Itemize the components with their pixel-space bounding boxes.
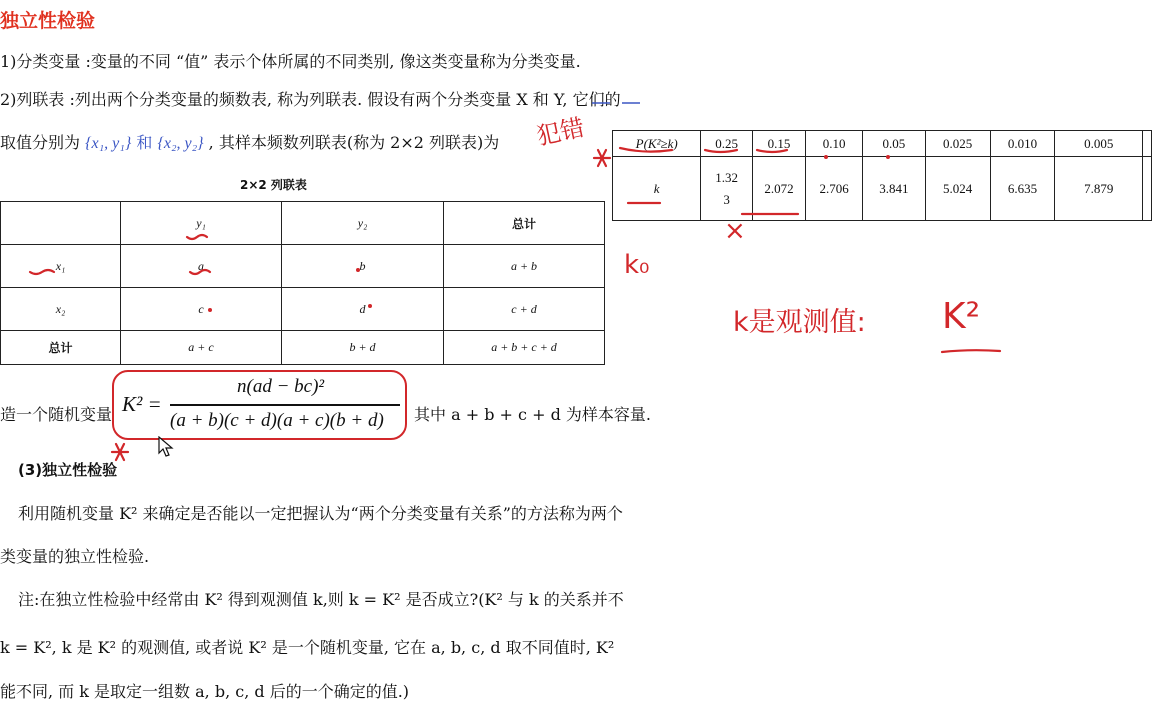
dot-mark xyxy=(886,155,890,159)
text-line-3-prefix: 取值分别为 xyxy=(0,133,81,152)
dot-mark xyxy=(824,155,828,159)
underline-0-15 xyxy=(757,150,787,152)
header-cell-y2: y₂ xyxy=(282,202,444,245)
text-line-9: k = K², k 是 K² 的观测值, 或者说 K² 是一个随机变量, 它在 a, b, c, d 取不同值时, K² xyxy=(0,638,615,657)
k-value-cell: 6.635 xyxy=(990,157,1054,221)
squiggle-x1 xyxy=(30,270,54,274)
row-label-x1: x₁ xyxy=(1,245,121,288)
value-set-2: {x₂, y₂} xyxy=(157,135,204,152)
k-value-cell: 5.024 xyxy=(925,157,990,221)
cell-b-plus-d: b + d xyxy=(282,331,444,365)
cell-d: d xyxy=(282,288,444,331)
k-value-cell: 7.879 xyxy=(1055,157,1143,221)
p-value-cell: 0.005 xyxy=(1055,131,1143,157)
p-value-cell: 0.010 xyxy=(990,131,1054,157)
underline-0-25 xyxy=(705,150,737,152)
star-mark xyxy=(112,444,128,460)
p-value-cell: 0.05 xyxy=(863,131,925,157)
k-value-cell: 3.841 xyxy=(863,157,925,221)
contingency-caption: 2×2 列联表 xyxy=(240,178,307,192)
section-heading-3: (3)独立性检验 xyxy=(18,461,118,479)
handwritten-k0: k₀ xyxy=(624,250,650,280)
star-mark xyxy=(594,150,610,166)
text-line-7: 类变量的独立性检验. xyxy=(0,547,150,566)
p-row-label: P(K²≥k) xyxy=(613,131,701,157)
text-line-2: 2)列联表 :列出两个分类变量的频数表, 称为列联表. 假设有两个分类变量 X 和 Y, 它们的 xyxy=(0,90,621,109)
k-row-label: k xyxy=(613,157,701,221)
underline-k-squared xyxy=(942,350,1000,352)
k-value-cell: 2.072 xyxy=(752,157,805,221)
cell-b: b xyxy=(282,245,444,288)
dot-mark xyxy=(208,308,212,312)
text-line-4-prefix: 造一个随机变量 xyxy=(0,405,113,424)
p-value-cell: 0.10 xyxy=(806,131,863,157)
handwritten-k-squared: K² xyxy=(942,296,981,337)
page-title: 独立性检验 xyxy=(0,10,96,32)
squiggle-a xyxy=(190,270,210,274)
k-value-cell: 2.706 xyxy=(806,157,863,221)
cell-a-plus-c: a + c xyxy=(121,331,282,365)
cell-c-plus-d: c + d xyxy=(444,288,605,331)
text-line-4-suffix: 其中 a + b + c + d 为样本容量. xyxy=(414,405,651,424)
underline-p-label xyxy=(620,148,672,152)
mouse-cursor-icon xyxy=(158,436,174,458)
value-set-and: 和 xyxy=(136,133,153,152)
p-value-cell: 0.15 xyxy=(752,131,805,157)
squiggle-y1 xyxy=(187,235,207,239)
handwritten-cross: × xyxy=(724,216,746,246)
text-line-3-suffix: , 其样本频数列联表(称为 2×2 列联表)为 xyxy=(208,133,500,152)
formula-numerator: n(ad − bc)² xyxy=(237,376,325,397)
header-cell-total: 总计 xyxy=(444,202,605,245)
p-value-cell: 0.25 xyxy=(701,131,753,157)
p-value-cell: 0.025 xyxy=(925,131,990,157)
header-cell-y1: y₁ xyxy=(121,202,282,245)
text-line-8: 注:在独立性检验中经常由 K² 得到观测值 k,则 k = K² 是否成立?(K² 与 k 的关系并不 xyxy=(18,590,624,609)
row-label-x2: x₂ xyxy=(1,288,121,331)
cell-a: a xyxy=(121,245,282,288)
handwritten-observed-value-note: k是观测值: xyxy=(733,307,866,338)
cell-grand-total: a + b + c + d xyxy=(444,331,605,365)
dot-mark xyxy=(356,268,360,272)
text-line-1: 1)分类变量 :变量的不同 “值” 表示个体所属的不同类别, 像这类变量称为分类变量. xyxy=(0,52,581,71)
cell-c: c xyxy=(121,288,282,331)
k-value-cell: 1.323 xyxy=(701,157,753,221)
formula-lhs: K² = xyxy=(122,392,162,416)
text-line-10: 能不同, 而 k 是取定一组数 a, b, c, d 后的一个确定的值.) xyxy=(0,682,410,701)
formula-denominator: (a + b)(c + d)(a + c)(b + d) xyxy=(170,410,384,431)
cell-a-plus-b: a + b xyxy=(444,245,605,288)
text-line-6: 利用随机变量 K² 来确定是否能以一定把握认为“两个分类变量有关系”的方法称为两个 xyxy=(18,504,623,523)
row-label-total: 总计 xyxy=(1,331,121,365)
value-set-1: {x₁, y₁} xyxy=(85,135,132,152)
dot-mark xyxy=(368,304,372,308)
handwritten-note-error: 犯错 xyxy=(534,113,587,151)
